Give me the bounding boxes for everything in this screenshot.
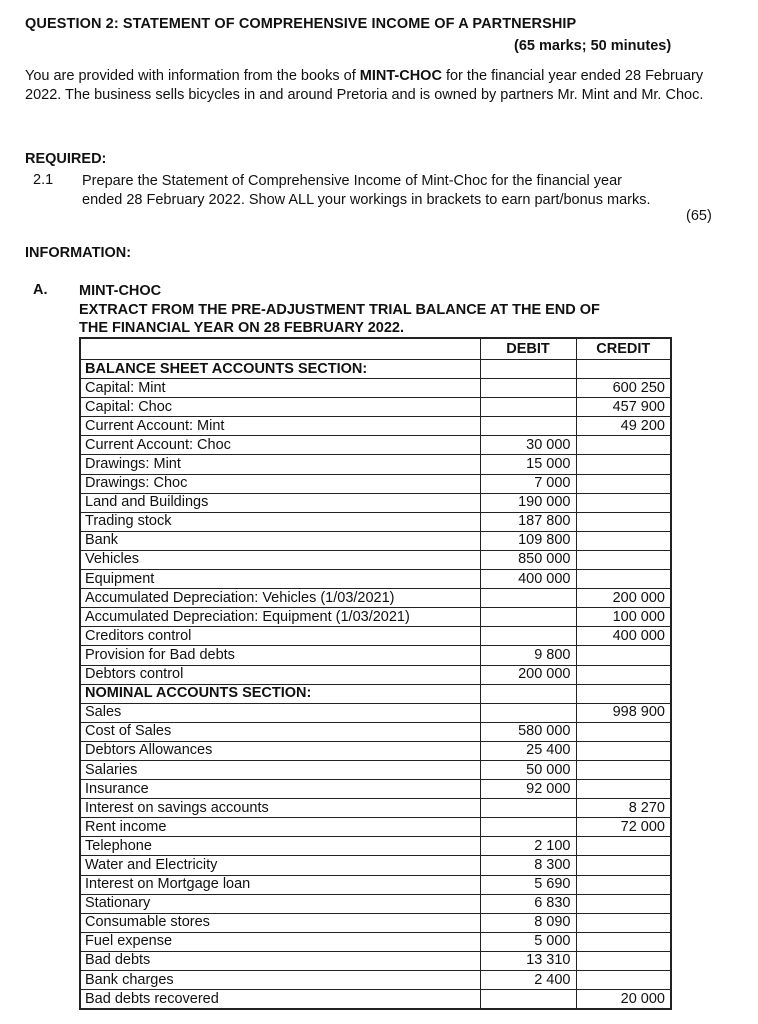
credit-cell bbox=[576, 837, 671, 856]
table-row bbox=[80, 627, 671, 646]
credit-cell bbox=[576, 493, 671, 512]
debit-cell: 2 100 bbox=[480, 837, 576, 856]
debit-cell: 109 800 bbox=[480, 531, 576, 550]
account-name-cell: Interest on savings accounts bbox=[80, 799, 480, 818]
account-name-cell: Creditors control bbox=[80, 627, 480, 646]
debit-cell: 400 000 bbox=[480, 570, 576, 589]
table-row bbox=[80, 722, 671, 741]
credit-cell: 457 900 bbox=[576, 398, 671, 417]
table-row bbox=[80, 589, 671, 608]
required-heading: REQUIRED: bbox=[25, 151, 107, 167]
credit-cell bbox=[576, 913, 671, 932]
account-name-cell: Water and Electricity bbox=[80, 856, 480, 875]
account-name-cell: Provision for Bad debts bbox=[80, 646, 480, 665]
debit-cell: 30 000 bbox=[480, 436, 576, 455]
credit-cell bbox=[576, 531, 671, 550]
account-name-cell: BALANCE SHEET ACCOUNTS SECTION: bbox=[80, 360, 480, 379]
account-name-cell: Stationary bbox=[80, 894, 480, 913]
account-name-cell: Accumulated Depreciation: Equipment (1/03/2021) bbox=[80, 608, 480, 627]
credit-cell bbox=[576, 760, 671, 779]
account-name-cell: Current Account: Choc bbox=[80, 436, 480, 455]
table-row bbox=[80, 417, 671, 436]
account-name-cell: Sales bbox=[80, 703, 480, 722]
credit-cell: 100 000 bbox=[576, 608, 671, 627]
account-name-cell: Capital: Choc bbox=[80, 398, 480, 417]
account-name-cell: Debtors Allowances bbox=[80, 741, 480, 760]
debit-cell bbox=[480, 608, 576, 627]
credit-cell bbox=[576, 570, 671, 589]
table-row bbox=[80, 474, 671, 493]
credit-cell: 49 200 bbox=[576, 417, 671, 436]
table-row bbox=[80, 379, 671, 398]
business-name: MINT-CHOC bbox=[359, 68, 442, 84]
credit-cell bbox=[576, 474, 671, 493]
credit-cell bbox=[576, 932, 671, 951]
table-row bbox=[80, 856, 671, 875]
table-row bbox=[80, 951, 671, 970]
account-name-cell: Debtors control bbox=[80, 665, 480, 684]
table-row bbox=[80, 570, 671, 589]
account-name-cell: Insurance bbox=[80, 780, 480, 799]
table-row bbox=[80, 780, 671, 799]
debit-cell bbox=[480, 398, 576, 417]
credit-cell bbox=[576, 360, 671, 379]
intro-text-after: for the financial year ended 28 February 2022. The business sells bicycles in and around Pretoria and is owned by partners Mr. Mint and Mr. Choc. bbox=[25, 68, 704, 103]
table-row bbox=[80, 398, 671, 417]
debit-cell: 8 300 bbox=[480, 856, 576, 875]
table-row bbox=[80, 990, 671, 1010]
debit-cell: 92 000 bbox=[480, 780, 576, 799]
table-row bbox=[80, 971, 671, 990]
debit-cell bbox=[480, 360, 576, 379]
credit-cell bbox=[576, 894, 671, 913]
debit-cell bbox=[480, 799, 576, 818]
table-row bbox=[80, 837, 671, 856]
debit-cell: 8 090 bbox=[480, 913, 576, 932]
account-name-cell: Bad debts bbox=[80, 951, 480, 970]
debit-cell: 50 000 bbox=[480, 760, 576, 779]
account-name-cell: Drawings: Mint bbox=[80, 455, 480, 474]
credit-cell: 600 250 bbox=[576, 379, 671, 398]
debit-cell bbox=[480, 818, 576, 837]
debit-cell bbox=[480, 379, 576, 398]
account-name-cell: Current Account: Mint bbox=[80, 417, 480, 436]
table-row bbox=[80, 512, 671, 531]
credit-cell bbox=[576, 951, 671, 970]
credit-cell: 20 000 bbox=[576, 990, 671, 1010]
debit-cell: 6 830 bbox=[480, 894, 576, 913]
credit-cell: 400 000 bbox=[576, 627, 671, 646]
table-row bbox=[80, 875, 671, 894]
debit-cell: 9 800 bbox=[480, 646, 576, 665]
account-name-cell: Capital: Mint bbox=[80, 379, 480, 398]
debit-cell: 2 400 bbox=[480, 971, 576, 990]
header-credit: CREDIT bbox=[576, 338, 671, 360]
section-header-row bbox=[80, 684, 671, 703]
table-row bbox=[80, 550, 671, 569]
table-row bbox=[80, 703, 671, 722]
required-text: Prepare the Statement of Comprehensive Income of Mint-Choc for the financial year ended 28 February 2022. Show ALL your workings in brackets to earn part/bonus marks. bbox=[82, 173, 651, 208]
credit-cell bbox=[576, 741, 671, 760]
account-name-cell: Drawings: Choc bbox=[80, 474, 480, 493]
credit-cell bbox=[576, 856, 671, 875]
required-number: 2.1 bbox=[33, 172, 54, 188]
debit-cell bbox=[480, 990, 576, 1010]
table-row bbox=[80, 455, 671, 474]
account-name-cell: Cost of Sales bbox=[80, 722, 480, 741]
credit-cell bbox=[576, 665, 671, 684]
debit-cell bbox=[480, 703, 576, 722]
account-name-cell: Bad debts recovered bbox=[80, 990, 480, 1010]
credit-cell bbox=[576, 684, 671, 703]
header-account bbox=[80, 338, 480, 360]
required-marks: (65) bbox=[686, 208, 712, 224]
debit-cell: 7 000 bbox=[480, 474, 576, 493]
table-row bbox=[80, 932, 671, 951]
debit-cell: 25 400 bbox=[480, 741, 576, 760]
credit-cell: 998 900 bbox=[576, 703, 671, 722]
account-name-cell: Fuel expense bbox=[80, 932, 480, 951]
debit-cell: 15 000 bbox=[480, 455, 576, 474]
credit-cell bbox=[576, 722, 671, 741]
debit-cell bbox=[480, 627, 576, 646]
credit-cell bbox=[576, 875, 671, 894]
header-debit: DEBIT bbox=[480, 338, 576, 360]
table-header-row bbox=[80, 338, 671, 360]
debit-cell: 13 310 bbox=[480, 951, 576, 970]
table-row bbox=[80, 894, 671, 913]
credit-cell bbox=[576, 780, 671, 799]
section-a-title-line2: THE FINANCIAL YEAR ON 28 FEBRUARY 2022. bbox=[79, 320, 404, 336]
table-row bbox=[80, 646, 671, 665]
account-name-cell: Accumulated Depreciation: Vehicles (1/03/2021) bbox=[80, 589, 480, 608]
credit-cell: 8 270 bbox=[576, 799, 671, 818]
debit-cell bbox=[480, 417, 576, 436]
account-name-cell: NOMINAL ACCOUNTS SECTION: bbox=[80, 684, 480, 703]
table-row bbox=[80, 799, 671, 818]
question-marks: (65 marks; 50 minutes) bbox=[514, 38, 672, 54]
debit-cell bbox=[480, 684, 576, 703]
account-name-cell: Bank bbox=[80, 531, 480, 550]
table-row bbox=[80, 436, 671, 455]
account-name-cell: Consumable stores bbox=[80, 913, 480, 932]
table-row bbox=[80, 741, 671, 760]
table-row bbox=[80, 818, 671, 837]
account-name-cell: Bank charges bbox=[80, 971, 480, 990]
section-a-title bbox=[79, 282, 600, 338]
table-row bbox=[80, 760, 671, 779]
credit-cell bbox=[576, 512, 671, 531]
credit-cell bbox=[576, 436, 671, 455]
table-row bbox=[80, 913, 671, 932]
section-a-label: A. bbox=[33, 282, 48, 298]
trial-balance-body bbox=[80, 360, 671, 1010]
credit-cell bbox=[576, 550, 671, 569]
debit-cell: 580 000 bbox=[480, 722, 576, 741]
debit-cell bbox=[480, 589, 576, 608]
account-name-cell: Equipment bbox=[80, 570, 480, 589]
section-a-title-line1: EXTRACT FROM THE PRE-ADJUSTMENT TRIAL BALANCE AT THE END OF bbox=[79, 301, 600, 318]
account-name-cell: Land and Buildings bbox=[80, 493, 480, 512]
intro-paragraph bbox=[25, 67, 725, 105]
account-name-cell: Interest on Mortgage loan bbox=[80, 875, 480, 894]
information-heading: INFORMATION: bbox=[25, 245, 132, 261]
debit-cell: 190 000 bbox=[480, 493, 576, 512]
debit-cell: 850 000 bbox=[480, 550, 576, 569]
credit-cell bbox=[576, 455, 671, 474]
section-a-name: MINT-CHOC bbox=[79, 283, 162, 299]
table-row bbox=[80, 493, 671, 512]
account-name-cell: Telephone bbox=[80, 837, 480, 856]
debit-cell: 200 000 bbox=[480, 665, 576, 684]
credit-cell: 200 000 bbox=[576, 589, 671, 608]
debit-cell: 187 800 bbox=[480, 512, 576, 531]
credit-cell bbox=[576, 646, 671, 665]
table-row bbox=[80, 608, 671, 627]
table-row bbox=[80, 531, 671, 550]
account-name-cell: Salaries bbox=[80, 760, 480, 779]
credit-cell: 72 000 bbox=[576, 818, 671, 837]
debit-cell: 5 690 bbox=[480, 875, 576, 894]
section-header-row bbox=[80, 360, 671, 379]
debit-cell: 5 000 bbox=[480, 932, 576, 951]
account-name-cell: Rent income bbox=[80, 818, 480, 837]
intro-text-before: You are provided with information from the books of bbox=[25, 68, 360, 84]
trial-balance-table bbox=[79, 337, 672, 1010]
account-name-cell: Trading stock bbox=[80, 512, 480, 531]
credit-cell bbox=[576, 971, 671, 990]
question-title: QUESTION 2: STATEMENT OF COMPREHENSIVE INCOME OF A PARTNERSHIP bbox=[25, 16, 577, 32]
account-name-cell: Vehicles bbox=[80, 550, 480, 569]
table-row bbox=[80, 665, 671, 684]
